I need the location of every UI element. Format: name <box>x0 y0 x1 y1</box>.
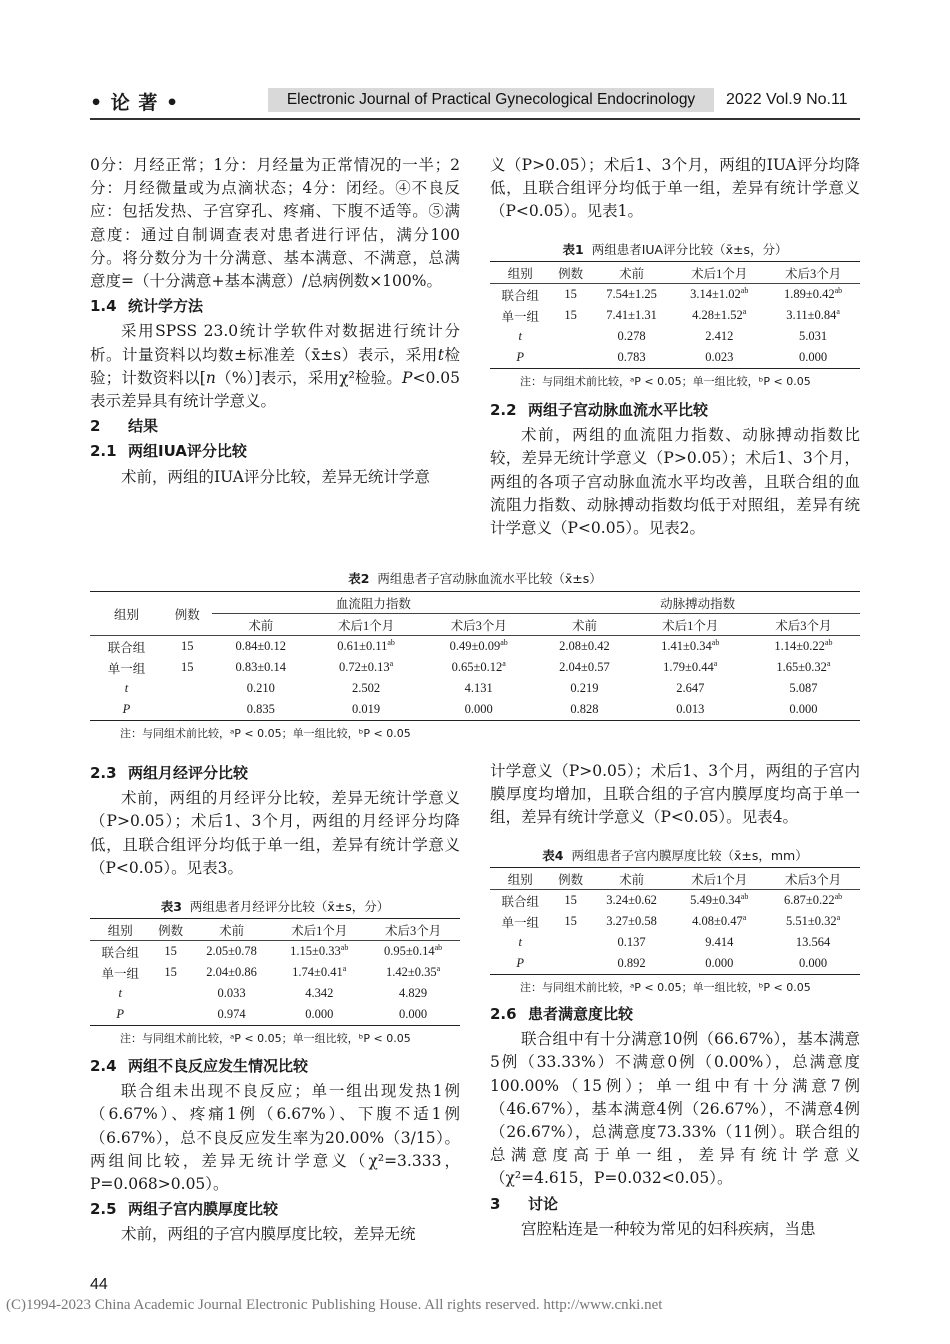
column-header: 术后1个月 <box>691 266 748 281</box>
table-2 <box>90 569 860 741</box>
journal-volume: 2022 Vol.9 No.11 <box>726 91 848 108</box>
right-column-bottom <box>490 760 860 830</box>
section-heading-2: 2 结果 <box>90 417 159 436</box>
section-heading-2-4: 2.4 两组不良反应发生情况比较 <box>90 1057 309 1075</box>
table-note: 注：与同组术前比较，ᵃP < 0.05；单一组比较，ᵇP < 0.05 <box>120 1032 411 1045</box>
paragraph: 采用SPSS 23.0统计学软件对数据进行统计分析。计量资料以均数±标准差（x̄±s）表示，采用t检验；计数资料以[n（%）]表示，采用χ²检验。P<0.05表示差异具有统计学意义。 <box>90 322 460 411</box>
table-3 <box>90 897 460 1046</box>
column-group-header: 动脉搏动指数 <box>535 592 860 614</box>
table-row: P 0.974 0.000 0.000 <box>90 1004 460 1026</box>
paragraph: 联合组中有十分满意10例（66.67%），基本满意5例（33.33%）不满意0例（0.00%），总满意度100.00%（15例）；单一组中有十分满意7例（46.67%），基本满意4例（26.67%），不满意4例（26.67%），总满意度73.33%（11例）。联合组的总满意度高于单一组，差异有统计学意义（χ²=4.615，P=0.032<0.05）。 <box>490 1030 860 1188</box>
column-header: 例数 <box>558 266 584 281</box>
table-note: 注：与同组术前比较，ᵃP < 0.05；单一组比较，ᵇP < 0.05 <box>520 375 811 388</box>
data-table <box>490 261 860 369</box>
right-column-mid <box>490 397 860 540</box>
table-caption: 表1 两组患者IUA评分比较（x̄±s，分） <box>562 242 788 257</box>
paragraph: 0分：月经正常；1分：月经量为正常情况的一半；2分：月经微量或为点滴状态；4分：闭经。④不良反应：包括发热、子宫穿孔、疼痛、下腹不适等。⑤满意度：通过自制调查表对患者进行评估，满分100分。将分数分为十分满意、基本满意、不满意，总满意度=（十分满意+基本满意）/总病例数×100%。 <box>90 156 460 291</box>
header-rule <box>90 118 860 120</box>
table-row: 联合组 15 3.24±0.62 5.49±0.34$^{ab}$ 6.87±0.22$^{ab}$ <box>501 892 843 909</box>
paragraph: 宫腔粘连是一种较为常见的妇科疾病，当患 <box>521 1219 816 1238</box>
table-row: 联合组 15 0.84±0.12 0.61±0.11$^{ab}$ 0.49±0.09$^{ab}$ 2.08±0.42 1.41±0.34$^{ab}$ 1.14±0.22$^{ab}$ <box>107 638 833 655</box>
column-header: 术后3个月 <box>784 266 842 281</box>
right-column-top <box>490 154 860 224</box>
table-row: t 0.033 4.342 4.829 <box>118 986 428 1000</box>
copyright-footer: (C)1994-2023 China Academic Journal Electronic Publishing House. All rights reserved. http://www.cnki.net <box>6 1297 663 1313</box>
section-heading-2-2: 2.2 两组子宫动脉血流水平比较 <box>490 401 709 419</box>
table-row: 单一组 15 7.41±1.31 4.28±1.52$^a$ 3.11±0.84$^a$ <box>501 307 840 324</box>
table-row: t 0.278 2.412 5.031 <box>518 329 828 343</box>
table-row: P 0.835 0.019 0.000 0.828 0.013 0.000 <box>90 699 860 721</box>
section-heading-1-4: 1.4 统计学方法 <box>90 297 204 316</box>
section-heading-3: 3 讨论 <box>490 1194 559 1213</box>
data-table: 组别 例数 术前 术后1个月 术后3个月 联合组 15 3.24±0.62 5.49±0.34$^{ab}$ 6.87±0.22$^{ab}$ 单一组 15 3.27±0.58 4.08±0.47$^a$ 5.51±0.32$^a$ t 0.137 9.414 13.564 P 0.892 0.000 0.000 <box>490 867 860 975</box>
paragraph: 术前，两组的血流阻力指数、动脉搏动指数比较，差异无统计学意义（P>0.05）；术后1、3个月，两组的各项子宫动脉血流水平均改善，且联合组的血流阻力指数、动脉搏动指数均低于对照组，差异有统计学意义（P<0.05）。见表2。 <box>490 426 860 538</box>
column-group-header: 血流阻力指数 <box>212 592 536 614</box>
paragraph: 计学意义（P>0.05）；术后1、3个月，两组的子宫内膜厚度均增加，且联合组的子宫内膜厚度均高于单一组，差异有统计学意义（P<0.05）。见表4。 <box>490 762 860 827</box>
section-label: • 论 著 • <box>90 92 180 114</box>
table-row: t 0.210 2.502 4.131 0.219 2.647 5.087 <box>124 681 818 695</box>
section-heading-2-3: 2.3 两组月经评分比较 <box>90 764 249 782</box>
table-1 <box>490 240 860 389</box>
table-caption: 表3 两组患者月经评分比较（x̄±s，分） <box>160 899 390 914</box>
table-row: 单一组 15 2.04±0.86 1.74±0.41$^a$ 1.42±0.35$^a$ <box>101 964 441 981</box>
paragraph: 义（P>0.05）；术后1、3个月，两组的IUA评分均降低，且联合组评分均低于单一组，差异有统计学意义（P<0.05）。见表1。 <box>490 156 860 221</box>
table-row: 单一组 15 0.83±0.14 0.72±0.13$^a$ 0.65±0.12$^a$ 2.04±0.57 1.79±0.44$^a$ 1.65±0.32$^a$ <box>107 659 831 676</box>
left-column-top <box>90 154 460 489</box>
column-header: 组别 <box>90 592 163 636</box>
journal-title: Electronic Journal of Practical Gynecological Endocrinology <box>268 88 714 112</box>
table-caption: 表4 两组患者子宫内膜厚度比较（x̄±s，mm） <box>542 848 808 863</box>
table-row: 单一组 15 3.27±0.58 4.08±0.47$^a$ 5.51±0.32$^a$ <box>501 913 841 930</box>
table-note: 注：与同组术前比较，ᵃP < 0.05；单一组比较，ᵇP < 0.05 <box>520 981 811 994</box>
table-row: P 0.892 0.000 0.000 <box>490 953 860 975</box>
table-note: 注：与同组术前比较，ᵃP < 0.05；单一组比较，ᵇP < 0.05 <box>120 727 411 740</box>
column-header: 例数 <box>163 592 212 636</box>
table-caption: 表2 两组患者子宫动脉血流水平比较（x̄±s） <box>348 571 602 586</box>
section-heading-2-1: 2.1 两组IUA评分比较 <box>90 442 247 461</box>
column-header: 术前 <box>619 266 645 281</box>
section-heading-2-6: 2.6 患者满意度比较 <box>490 1005 634 1023</box>
paragraph: 术前，两组的月经评分比较，差异无统计学意义（P>0.05）；术后1、3个月，两组的月经评分均降低，且联合组评分均低于单一组，差异有统计学意义（P<0.05）。见表3。 <box>90 789 460 877</box>
section-heading-2-5: 2.5 两组子宫内膜厚度比较 <box>90 1200 279 1219</box>
right-column-bottom-2 <box>490 1001 860 1241</box>
paragraph: 术前，两组的子宫内膜厚度比较，差异无统 <box>121 1225 416 1244</box>
paragraph: 术前，两组的IUA评分比较，差异无统计学意 <box>121 467 430 486</box>
paragraph: 联合组未出现不良反应；单一组出现发热1例（6.67%）、疼痛1例（6.67%）、下腹不适1例（6.67%），总不良反应发生率为20.00%（3/15）。两组间比较，差异无统计学意义（χ²=3.333，P=0.068>0.05）。 <box>90 1082 460 1194</box>
data-table: 组别 例数 术前 术后1个月 术后3个月 联合组 15 2.05±0.78 1.15±0.33$^{ab}$ 0.95±0.14$^{ab}$ 单一组 15 2.04±0.86 1.74±0.41$^a$ 1.42±0.35$^a$ t 0.033 4.342 4.829 P 0.974 0.000 0.000 <box>90 918 460 1026</box>
data-table: 组别 例数 血流阻力指数 动脉搏动指数 术前 术后1个月 术后3个月 术前 术后1个月 术后3个月 联合组 15 0.84±0.12 0.61±0.11$^{ab}$ 0.49±0.09$^{ab}$ 2.08±0.42 1.41±0.34$^{ab}$ 1.14±0.22$^{ab}$ 单一组 15 0.83±0.14 0.72±0.13$^a$ 0.65±0.12$^a$ 2.04±0.57 1.79±0.44$^a$ 1.65±0.32$^a$ t 0.210 2.502 4.131 0.219 2.647 5.087 P 0.835 0.019 0.000 0.828 0.013 0.000 <box>90 591 860 721</box>
page-number: 44 <box>90 1276 108 1293</box>
left-column-bottom-2 <box>90 1053 460 1247</box>
table-4 <box>490 846 860 995</box>
column-header: 组别 <box>507 266 533 281</box>
table-row: 联合组 15 7.54±1.25 3.14±1.02$^{ab}$ 1.89±0.42$^{ab}$ <box>501 286 843 303</box>
table-row: t 0.137 9.414 13.564 <box>518 935 831 949</box>
left-column-bottom <box>90 760 460 880</box>
table-row: 联合组 15 2.05±0.78 1.15±0.33$^{ab}$ 0.95±0.14$^{ab}$ <box>101 943 443 960</box>
table-row: P 0.783 0.023 0.000 <box>490 347 860 369</box>
